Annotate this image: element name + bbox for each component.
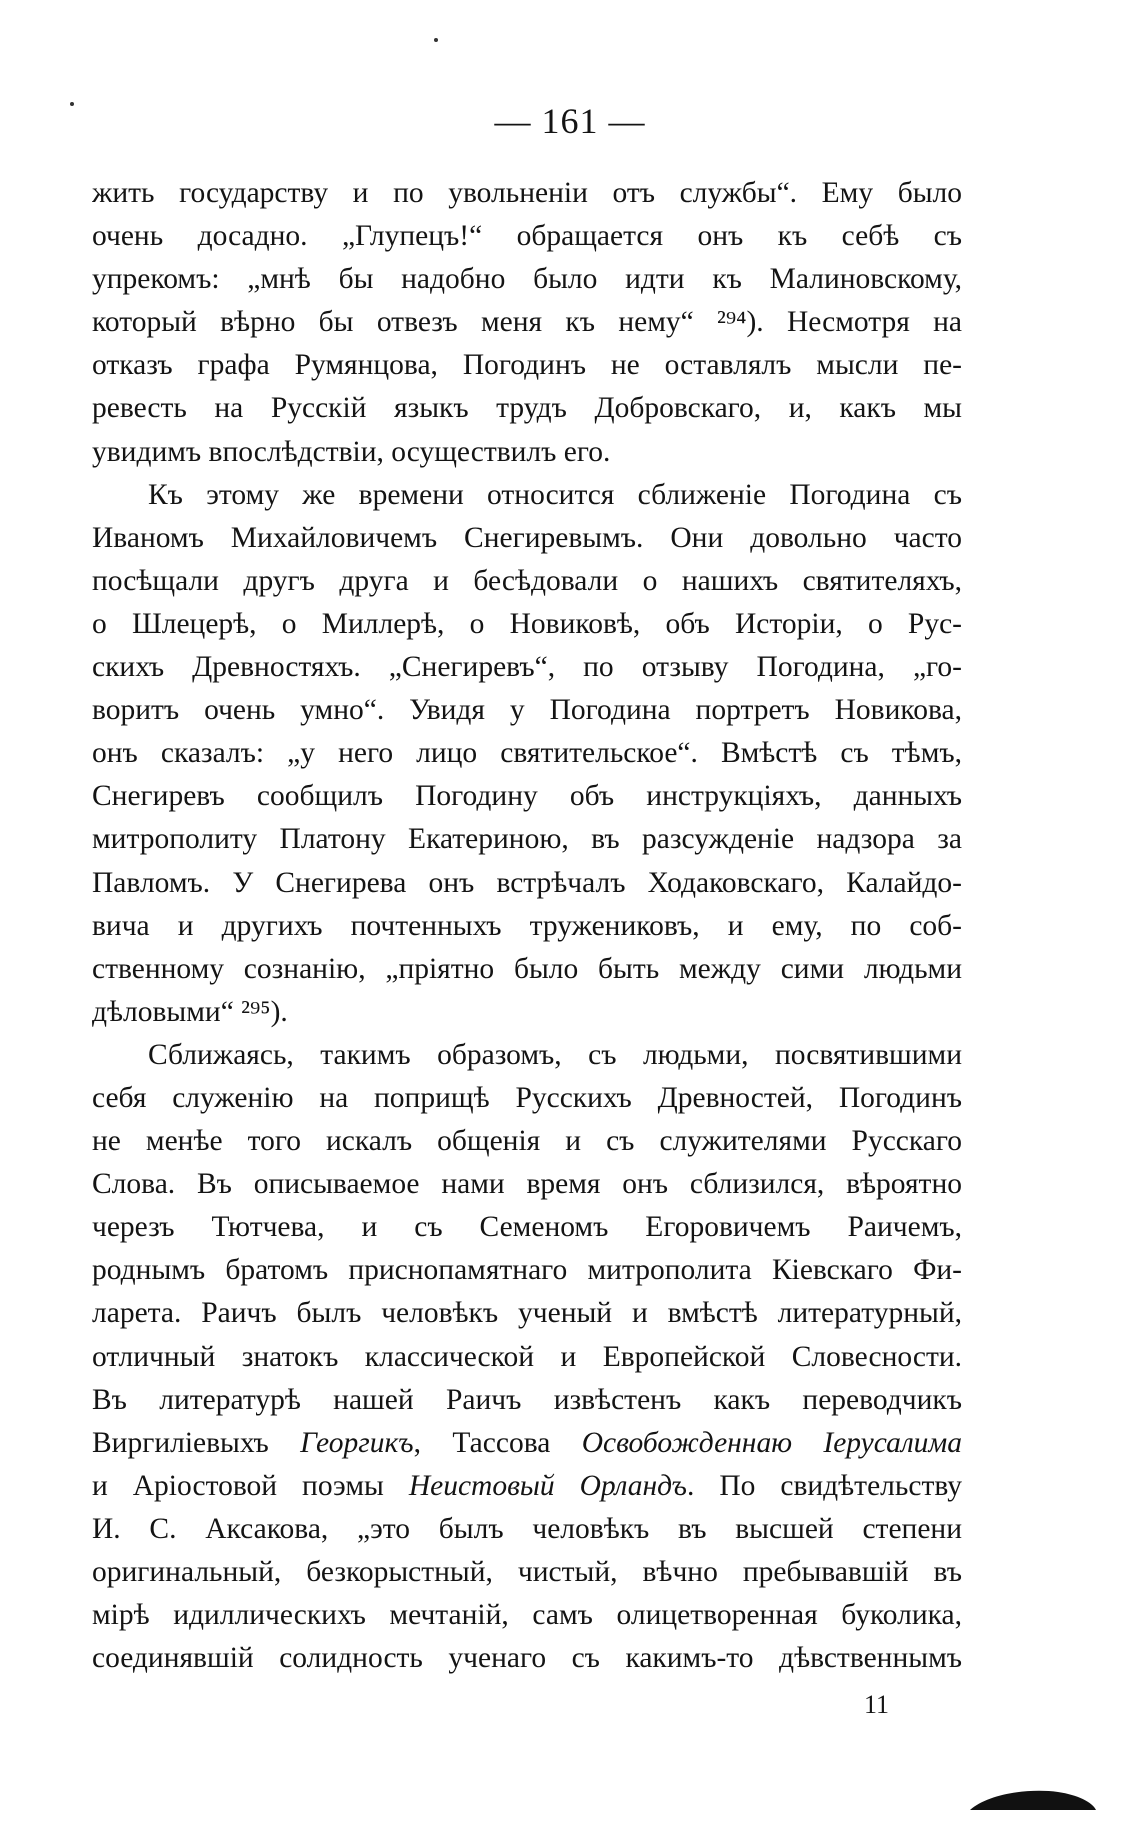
text-line-with-italics bbox=[92, 1422, 962, 1465]
signature-mark: 11 bbox=[864, 1690, 890, 1719]
text-line: оригинальный, безкорыстный, чистый, вѣчно пребывавшій въ bbox=[92, 1556, 962, 1588]
body-text bbox=[92, 172, 962, 1680]
text-line: вича и другихъ почтенныхъ тружениковъ, и ему, по соб- bbox=[92, 909, 962, 942]
text-run: и Аріостовой поэмы bbox=[92, 1469, 384, 1502]
text-line: себя служенію на поприщѣ Русскихъ Древностей, Погодинъ bbox=[92, 1081, 962, 1114]
italic-title-georgics: Георгикъ bbox=[300, 1426, 414, 1459]
paragraph-1 bbox=[92, 172, 962, 474]
text-line-with-italics bbox=[92, 1465, 962, 1508]
text-line: который вѣрно бы отвезъ меня къ нему“ ²⁹⁴). Несмотря на bbox=[92, 306, 962, 339]
text-run: . По свидѣтельству bbox=[687, 1469, 962, 1502]
text-line: мірѣ идиллическихъ мечтаній, самъ олицетворенная буколика, bbox=[92, 1599, 962, 1632]
text-line: ственному сознанію, „пріятно было быть между сими людьми bbox=[92, 952, 962, 985]
text-line: отказъ графа Румянцова, Погодинъ не оставлялъ мысли пе- bbox=[92, 349, 962, 382]
text-line: черезъ Тютчева, и съ Семеномъ Егоровичемъ Раичемъ, bbox=[92, 1211, 962, 1244]
text-line: упрекомъ: „мнѣ бы надобно было идти къ Малиновскому, bbox=[92, 263, 962, 296]
text-line: Слова. Въ описываемое нами время онъ сблизился, вѣроятно bbox=[92, 1168, 962, 1201]
text-line: Сближаясь, такимъ образомъ, съ людьми, посвятившими bbox=[148, 1038, 962, 1071]
italic-title-orlando: Неистовый Орландъ bbox=[408, 1469, 687, 1502]
text-line: Снегиревъ сообщилъ Погодину объ инструкціяхъ, данныхъ bbox=[92, 780, 962, 813]
text-line: митрополиту Платону Екатериною, въ разсужденіе надзора за bbox=[92, 823, 962, 856]
text-line: посѣщали другъ друга и бесѣдовали о нашихъ святителяхъ, bbox=[92, 564, 962, 597]
text-line: о Шлецерѣ, о Миллерѣ, о Новиковѣ, объ Исторіи, о Рус- bbox=[92, 607, 962, 640]
text-line: скихъ Древностяхъ. „Снегиревъ“, по отзыву Погодина, „го- bbox=[92, 651, 962, 684]
italic-title-jerusalem: Освобожденнаю Іерусалима bbox=[581, 1426, 962, 1459]
text-line: онъ сказалъ: „у него лицо святительское“. Вмѣстѣ съ тѣмъ, bbox=[92, 737, 962, 770]
text-line: ревесть на Русскій языкъ трудъ Добровскаго, и, какъ мы bbox=[92, 392, 962, 425]
text-line: отличный знатокъ классической и Европейской Словесности. bbox=[92, 1340, 962, 1373]
text-line: ларета. Раичъ былъ человѣкъ ученый и вмѣстѣ литературный, bbox=[92, 1297, 962, 1330]
text-line: увидимъ впослѣдствіи, осуществилъ его. bbox=[92, 435, 611, 468]
text-run: Виргиліевыхъ bbox=[92, 1426, 269, 1459]
text-line: Павломъ. У Снегирева онъ встрѣчалъ Ходаковскаго, Калайдо- bbox=[92, 866, 962, 899]
ink-blot bbox=[968, 1786, 1098, 1814]
paragraph-2 bbox=[92, 474, 962, 1034]
text-line: соединявшій солидность ученаго съ какимъ-то дѣвственнымъ bbox=[92, 1642, 962, 1675]
text-line: дѣловыми“ ²⁹⁵). bbox=[92, 995, 288, 1028]
page-number: — 161 — bbox=[494, 101, 646, 141]
speck-mark bbox=[434, 38, 438, 42]
text-line: воритъ очень умно“. Увидя у Погодина портретъ Новикова, bbox=[92, 694, 962, 727]
text-line: Иваномъ Михайловичемъ Снегиревымъ. Они довольно часто bbox=[92, 521, 962, 554]
text-line: жить государству и по увольненіи отъ службы“. Ему было bbox=[92, 177, 962, 209]
text-line: Въ литературѣ нашей Раичъ извѣстенъ какъ переводчикъ bbox=[92, 1383, 962, 1416]
text-line: И. С. Аксакова, „это былъ человѣкъ въ высшей степени bbox=[92, 1512, 962, 1545]
text-line: не менѣе того искалъ общенія и съ служителями Русскаго bbox=[92, 1125, 962, 1158]
text-line: роднымъ братомъ приснопамятнаго митрополита Кіевскаго Фи- bbox=[92, 1254, 962, 1287]
text-run: , Тассова bbox=[413, 1426, 551, 1459]
text-line: Къ этому же времени относится сближеніе Погодина съ bbox=[148, 478, 962, 511]
text-line: очень досадно. „Глупецъ!“ обращается онъ къ себѣ съ bbox=[92, 220, 962, 253]
paragraph-3 bbox=[92, 1034, 962, 1680]
